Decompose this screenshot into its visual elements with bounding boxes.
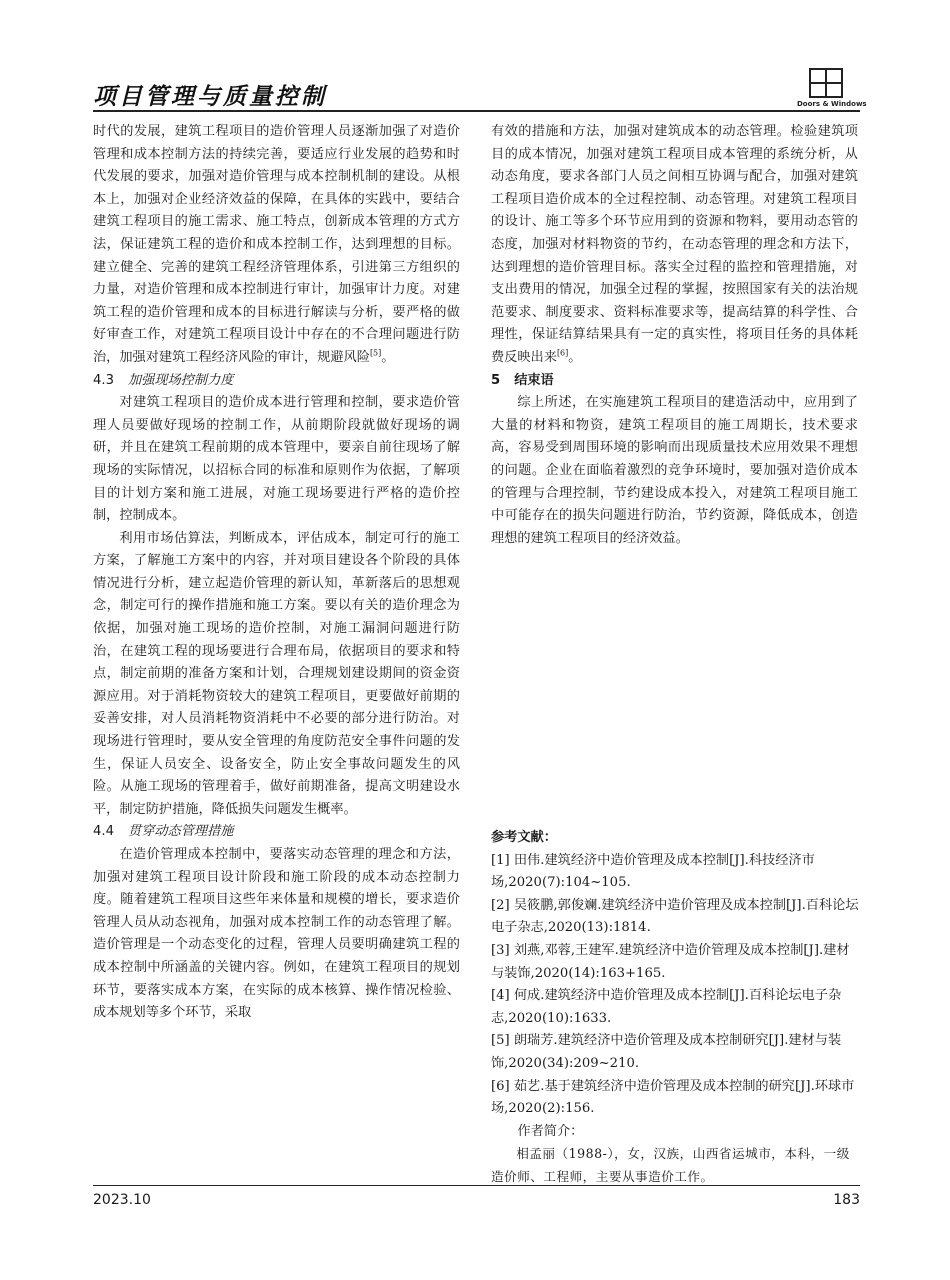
paragraph: 有效的措施和方法，加强对建筑成本的动态管理。检验建筑项目的成本情况，加强对建筑工程项目成本管理的系统分析，从动态角度，要求各部门人员之间相互协调与配合，加强对建筑工程项目造价成本的全过程控制、动态管理。对建筑工程项目的设计、施工等多个环节应用到的资源和物料，要用动态管的态度，加强对材料物资的节约，在动态管理的理念和方法下，达到理想的造价管理目标。落实全过程的监控和管理措施，对支出费用的情况，加强全过程的掌握，按照国家有关的法治规范要求、制度要求、资料标准要求等，提高结算的科学性、合理性，保证结算结果具有一定的真实性，将项目任务的具体耗费反映出来[6]。: [491, 124, 858, 365]
paragraph: 在造价管理成本控制中，要落实动态管理的理念和方法，加强对建筑工程项目设计阶段和施工阶段的成本动态控制力度。随着建筑工程项目这些年来体量和规模的增长，要求造价管理人员从动态视角，加强对成本控制工作的动态管理了解。造价管理是一个动态变化的过程，管理人员要明确建筑工程的成本控制中所涵盖的关键内容。例如，在建筑工程项目的规划环节，要落实成本方案，在实际的成本核算、操作情况检验、成本规划等多个环节，采取: [93, 847, 460, 1021]
reference-item: [2] 吴筱鹏,郭俊斓.建筑经济中造价管理及成本控制[J].百科论坛电子杂志,2020(13):1814.: [491, 897, 859, 936]
author-label: 作者简介：: [517, 1123, 584, 1139]
paragraph: 时代的发展，建筑工程项目的造价管理人员逐渐加强了对造价管理和成本控制方法的持续完善，要适应行业发展的趋势和时代发展的要求，加强对造价管理与成本控制机制的建设。从根本上，加强对企业经济效益的保障，在具体的实践中，要结合建筑工程项目的施工需求、施工特点，创新成本管理的方式方法，保证建筑工程的造价和成本控制工作，达到理想的目标。建立健全、完善的建筑工程经济管理体系，引进第三方组织的力量，对造价管理和成本控制进行审计，加强审计力度。对建筑工程的造价管理和成本的目标进行解读与分析，要严格的做好审查工作，对建筑工程项目设计中存在的不合理问题进行防治，加强对建筑工程经济风险的审计，规避风险[5]。: [93, 124, 460, 365]
journal-logo: [797, 68, 867, 110]
paragraph: 综上所述，在实施建筑工程项目的建造活动中，应用到了大量的材料和物资，建筑工程项目的施工周期长，技术要求高，容易受到周围环境的影响而出现质量技术应用效果不理想的问题。企业在面临着激烈的竞争环境时，要加强对造价成本的管理与合理控制，节约建设成本投入，对建筑工程项目施工中可能存在的损失问题进行防治，节约资源，降低成本，创造理想的建筑工程项目的经济效益。: [491, 395, 858, 546]
references: [491, 827, 861, 1189]
window-icon: [809, 68, 843, 98]
footer-rule: [93, 1185, 860, 1186]
citation: [6]: [556, 348, 569, 358]
reference-item: [3] 刘燕,邓蓉,王建军.建筑经济中造价管理及成本控制[J].建材与装饰,2020(14):163+165.: [491, 942, 850, 981]
reference-item: [1] 田伟.建筑经济中造价管理及成本控制[J].科技经济市场,2020(7):104~105.: [491, 852, 815, 891]
left-column: [93, 121, 460, 1025]
reference-item: [6] 茹艺.基于建筑经济中造价管理及成本控制的研究[J].环球市场,2020(2):156.: [491, 1078, 855, 1117]
logo-text: Doors & Windows: [797, 100, 867, 108]
section-heading-4-3: 4.3 加强现场控制力度: [93, 372, 234, 388]
paragraph: 利用市场估算法，判断成本，评估成本，制定可行的施工方案，了解施工方案中的内容，并对项目建设各个阶段的具体情况进行分析，建立起造价管理的新认知，革新落后的思想观念，制定可行的操作措施和施工方案。要以有关的造价理念为依据，加强对施工现场的造价控制，对施工漏洞问题进行防治，在建筑工程的现场要进行合理布局，依据项目的要求和特点，制定前期的准备方案和计划，合理规划建设期间的资金资源应用。对于消耗物资较大的建筑工程项目，更要做好前期的妥善安排，对人员消耗物资消耗中不必要的部分进行防治。对现场进行管理时，要从安全管理的角度防范安全事件问题的发生，保证人员安全、设备安全，防止安全事故问题发生的风险。从施工现场的管理着手，做好前期准备，提高文明建设水平，制定防护措施，降低损失问题发生概率。: [93, 530, 460, 817]
reference-item: [4] 何成.建筑经济中造价管理及成本控制[J].百科论坛电子杂志,2020(10):1633.: [491, 988, 842, 1026]
header-rule: [93, 110, 860, 112]
right-column: [491, 121, 858, 550]
references-heading: 参考文献：: [491, 830, 557, 845]
issue-date: 2023.10: [93, 1192, 151, 1208]
section-heading-4-4: 4.4 贯穿动态管理措施: [93, 824, 234, 840]
journal-section-title: 项目管理与质量控制: [93, 84, 327, 110]
paragraph: 对建筑工程项目的造价成本进行管理和控制，要求造价管理人员要做好现场的控制工作，从前期阶段就做好现场的调研，并且在建筑工程前期的成本管理中，要亲自前往现场了解现场的实际情况，以招标合同的标准和原则作为依据，了解项目的计划方案和施工进展，对施工现场要进行严格的造价控制，控制成本。: [93, 395, 460, 524]
citation: [5]: [369, 348, 382, 358]
section-heading-5: 5 结束语: [491, 372, 554, 388]
author-bio: 相孟丽（1988-），女，汉族，山西省运城市，本科，一级造价师、工程师，主要从事造价工作。: [491, 1146, 850, 1184]
page-number: 183: [833, 1192, 860, 1208]
reference-item: [5] 朗瑞芳.建筑经济中造价管理及成本控制研究[J].建材与装饰,2020(34):209~210.: [491, 1033, 842, 1071]
